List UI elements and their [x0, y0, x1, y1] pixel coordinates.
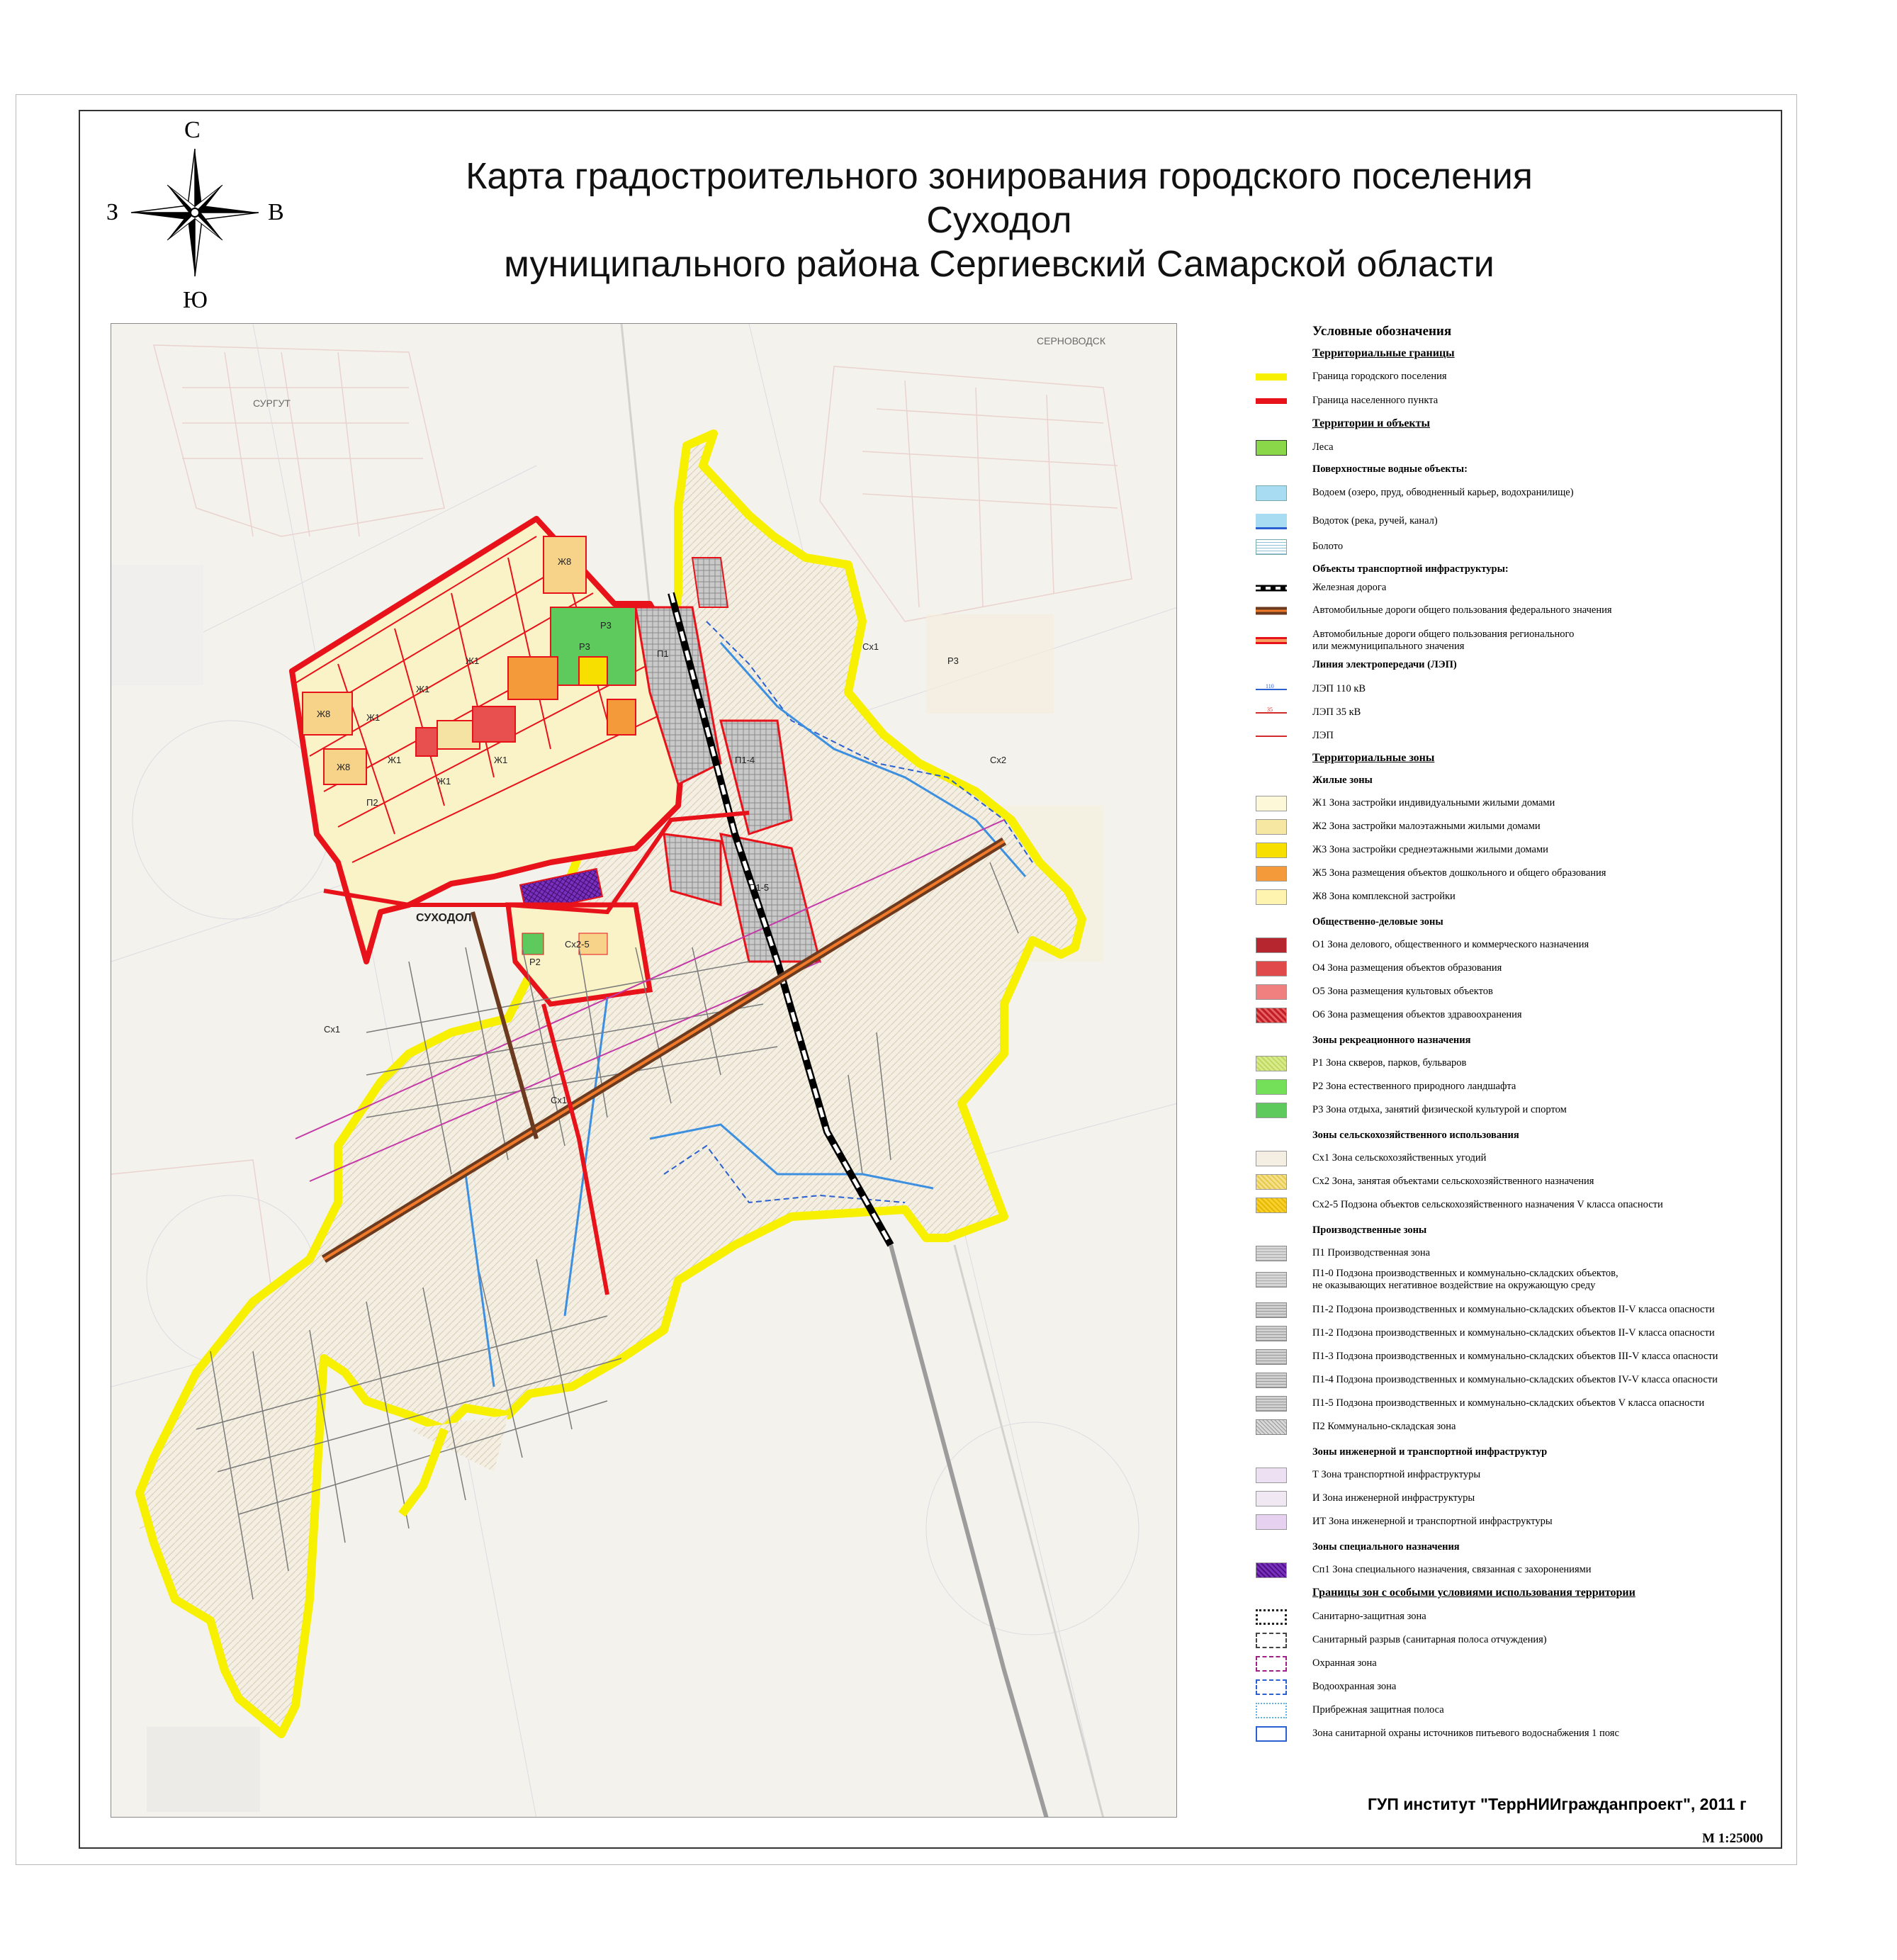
- svg-text:Ж8: Ж8: [558, 556, 572, 567]
- svg-text:Ж1: Ж1: [416, 684, 430, 694]
- railway-icon: [1256, 580, 1287, 596]
- legend-subhead-residential: Жилые зоны: [1312, 775, 1373, 786]
- legend-item-federal-road: Автомобильные дороги общего пользования федерального значения: [1254, 603, 1793, 620]
- map-title: [397, 154, 1602, 286]
- o1-swatch-icon: [1256, 937, 1287, 953]
- legend-item-sr: Санитарный разрыв (санитарная полоса отчуждения): [1254, 1633, 1793, 1650]
- legend-item-o5: О5 Зона размещения культовых объектов: [1254, 984, 1793, 1001]
- legend-section-territories: Территории и объекты: [1312, 417, 1430, 429]
- water-source-zone-icon: [1256, 1726, 1287, 1742]
- legend-item-voz: Водоохранная зона: [1254, 1679, 1793, 1696]
- svg-text:Сх2: Сх2: [990, 755, 1007, 765]
- legend-item-lep35: 35 ЛЭП 35 кВ: [1254, 705, 1793, 722]
- legend-item-zh5: Ж5 Зона размещения объектов дошкольного и общего образования: [1254, 866, 1793, 883]
- svg-text:П2: П2: [366, 797, 378, 808]
- svg-text:П1-5: П1-5: [749, 882, 770, 893]
- map-panel[interactable]: [111, 323, 1177, 1818]
- legend-item-p13: П1-3 Подзона производственных и коммунально-складских объектов III-V класса опасности: [1254, 1349, 1793, 1366]
- zh5-swatch-icon: [1256, 866, 1287, 882]
- legend-item-p2: П2 Коммунально-складская зона: [1254, 1419, 1793, 1436]
- t-swatch-icon: [1256, 1468, 1287, 1483]
- legend-item-forest: Леса: [1254, 440, 1793, 457]
- legend-item-p12b: П1-2 Подзона производственных и коммунально-складских объектов II-V класса опасности: [1254, 1326, 1793, 1343]
- legend-item-o1: О1 Зона делового, общественного и коммерческого назначения: [1254, 937, 1793, 954]
- legend-item-i: И Зона инженерной инфраструктуры: [1254, 1491, 1793, 1508]
- legend-item-sx2: Сх2 Зона, занятая объектами сельскохозяйственного назначения: [1254, 1174, 1793, 1191]
- watercourse-icon: [1256, 514, 1287, 529]
- legend-item-regional-road: Автомобильные дороги общего пользования регионального или межмуниципального значения: [1254, 633, 1793, 650]
- compass-north: С: [184, 117, 201, 143]
- svg-text:Ж8: Ж8: [317, 709, 331, 719]
- svg-text:Сх1: Сх1: [324, 1024, 341, 1035]
- svg-text:110: 110: [1266, 683, 1274, 689]
- swatch-yellow-line-icon: [1256, 369, 1287, 385]
- legend-subhead-agri: Зоны сельскохозяйственного использования: [1312, 1130, 1519, 1141]
- legend-item-zh3: Ж3 Зона застройки среднеэтажными жилыми домами: [1254, 843, 1793, 860]
- zh2-swatch-icon: [1256, 819, 1287, 835]
- svg-text:Р2: Р2: [529, 957, 541, 967]
- i-swatch-icon: [1256, 1491, 1287, 1506]
- protection-zone-icon: [1256, 1656, 1287, 1672]
- compass-south: Ю: [183, 287, 208, 313]
- legend-item-szz: Санитарно-защитная зона: [1254, 1609, 1793, 1626]
- legend-subhead-infra: Зоны инженерной и транспортной инфраструктур: [1312, 1446, 1548, 1458]
- legend-item-p15: П1-5 Подзона производственных и коммунально-складских объектов V класса опасности: [1254, 1396, 1793, 1413]
- compass-east: В: [268, 199, 284, 225]
- legend-item-locality-boundary: Граница населенного пункта: [1254, 393, 1793, 410]
- legend-item-pzp: Прибрежная защитная полоса: [1254, 1703, 1793, 1720]
- svg-text:Сх2-5: Сх2-5: [565, 939, 590, 950]
- coastal-strip-icon: [1256, 1703, 1287, 1718]
- svg-text:Ж1: Ж1: [437, 776, 451, 787]
- p1-swatch-icon: [1256, 1246, 1287, 1261]
- p10-swatch-icon: [1256, 1272, 1287, 1288]
- legend-item-swamp: Болото: [1254, 539, 1793, 556]
- svg-text:35: 35: [1267, 706, 1273, 713]
- r2-swatch-icon: [1256, 1079, 1287, 1095]
- sx25-swatch-icon: [1256, 1198, 1287, 1213]
- legend-item-r3: Р3 Зона отдыха, занятий физической культурой и спортом: [1254, 1103, 1793, 1120]
- svg-text:Ж1: Ж1: [366, 712, 381, 723]
- power-line-35-icon: [1256, 705, 1287, 721]
- r3-swatch-icon: [1256, 1103, 1287, 1118]
- svg-text:Ж1: Ж1: [466, 655, 480, 666]
- sx2-swatch-icon: [1256, 1174, 1287, 1190]
- legend-item-reservoir: Водоем (озеро, пруд, обводненный карьер, водохранилище): [1254, 485, 1793, 502]
- water-body-icon: [1256, 485, 1287, 501]
- swamp-icon: [1256, 539, 1287, 555]
- federal-road-icon: [1256, 603, 1287, 619]
- r1-swatch-icon: [1256, 1056, 1287, 1071]
- legend-item-sx1: Сх1 Зона сельскохозяйственных угодий: [1254, 1151, 1793, 1168]
- place-surgut: СУРГУТ: [253, 398, 291, 409]
- title-line-1: Карта градостроительного зонирования городского поселения Суходол: [466, 156, 1533, 241]
- legend-item-p1: П1 Производственная зона: [1254, 1246, 1793, 1263]
- svg-text:Р3: Р3: [947, 655, 959, 666]
- it-swatch-icon: [1256, 1514, 1287, 1530]
- legend-subhead-special-zone: Зоны специального назначения: [1312, 1541, 1460, 1553]
- legend-item-p12a: П1-2 Подзона производственных и коммунально-складских объектов II-V класса опасности: [1254, 1302, 1793, 1319]
- sanitary-zone-icon: [1256, 1609, 1287, 1625]
- legend-item-t: Т Зона транспортной инфраструктуры: [1254, 1468, 1793, 1485]
- regional-road-icon: [1256, 633, 1287, 648]
- svg-text:Сх1: Сх1: [862, 641, 879, 652]
- svg-text:П1-4: П1-4: [735, 755, 755, 765]
- legend-item-r1: Р1 Зона скверов, парков, бульваров: [1254, 1056, 1793, 1073]
- place-sukhodol: СУХОДОЛ: [416, 912, 472, 924]
- map-scale: М 1:25000: [1702, 1831, 1764, 1846]
- legend-item-zso: Зона санитарной охраны источников питьевого водоснабжения 1 пояс: [1254, 1726, 1793, 1743]
- svg-text:Р3: Р3: [600, 620, 612, 631]
- svg-text:П1: П1: [657, 648, 669, 659]
- legend-subhead-water: Поверхностные водные объекты:: [1312, 463, 1468, 475]
- legend-item-settlement-boundary: Граница городского поселения: [1254, 369, 1793, 386]
- legend-item-zh2: Ж2 Зона застройки малоэтажными жилыми домами: [1254, 819, 1793, 836]
- legend-item-railway: Железная дорога: [1254, 580, 1793, 597]
- legend-item-o6: О6 Зона размещения объектов здравоохранения: [1254, 1008, 1793, 1025]
- water-protection-zone-icon: [1256, 1679, 1287, 1695]
- compass-rose: [106, 117, 291, 312]
- o4-swatch-icon: [1256, 961, 1287, 976]
- compass-star-icon: [106, 117, 291, 312]
- legend-item-o4: О4 Зона размещения объектов образования: [1254, 961, 1793, 978]
- svg-text:Сх1: Сх1: [551, 1095, 568, 1105]
- sp1-swatch-icon: [1256, 1562, 1287, 1578]
- legend-item-sx25: Сх2-5 Подзона объектов сельскохозяйственного назначения V класса опасности: [1254, 1198, 1793, 1215]
- legend-item-zh1: Ж1 Зона застройки индивидуальными жилыми домами: [1254, 796, 1793, 813]
- p12b-swatch-icon: [1256, 1326, 1287, 1341]
- legend-subhead-power: Линия электропередачи (ЛЭП): [1312, 659, 1457, 670]
- forest-icon: [1256, 440, 1287, 456]
- legend-item-p14: П1-4 Подзона производственных и коммунально-складских объектов IV-V класса опасности: [1254, 1373, 1793, 1390]
- p13-swatch-icon: [1256, 1349, 1287, 1365]
- svg-text:Р3: Р3: [579, 641, 590, 652]
- legend-item-lep110: 110 ЛЭП 110 кВ: [1254, 682, 1793, 699]
- place-sernovodsk: СЕРНОВОДСК: [1037, 335, 1105, 347]
- legend-item-p10: П1-0 Подзона производственных и коммунально-складских объектов, не оказывающих негативное воздействие на окружающую среду: [1254, 1272, 1793, 1289]
- o6-swatch-icon: [1256, 1008, 1287, 1023]
- legend-subhead-transport: Объекты транспортной инфраструктуры:: [1312, 563, 1509, 575]
- legend-heading: Условные обозначения: [1312, 324, 1452, 339]
- svg-text:Ж1: Ж1: [388, 755, 402, 765]
- legend-item-r2: Р2 Зона естественного природного ландшафта: [1254, 1079, 1793, 1096]
- zoning-map: [111, 324, 1177, 1818]
- p2-swatch-icon: [1256, 1419, 1287, 1435]
- swatch-red-line-icon: [1256, 393, 1287, 409]
- legend-item-zh8: Ж8 Зона комплексной застройки: [1254, 889, 1793, 906]
- legend-item-watercourse: Водоток (река, ручей, канал): [1254, 514, 1793, 531]
- legend-item-sp1: Сп1 Зона специального назначения, связанная с захоронениями: [1254, 1562, 1793, 1579]
- legend-section-boundaries: Территориальные границы: [1312, 347, 1455, 359]
- p12a-swatch-icon: [1256, 1302, 1287, 1318]
- zh1-swatch-icon: [1256, 796, 1287, 811]
- publisher-credit: ГУП институт "ТеррНИИгражданпроект", 2011 г: [1368, 1795, 1747, 1813]
- compass-west: З: [106, 199, 119, 225]
- legend-section-special-conditions: Границы зон с особыми условиями использования территории: [1312, 1587, 1636, 1599]
- svg-text:Ж8: Ж8: [337, 762, 351, 772]
- zh8-swatch-icon: [1256, 889, 1287, 905]
- power-line-icon: [1256, 728, 1287, 744]
- title-line-2: муниципального района Сергиевский Самарской области: [504, 244, 1494, 285]
- power-line-110-icon: [1256, 682, 1287, 697]
- legend-subhead-public: Общественно-деловые зоны: [1312, 916, 1443, 928]
- legend-item-oz: Охранная зона: [1254, 1656, 1793, 1673]
- legend-item-lep: ЛЭП: [1254, 728, 1793, 745]
- legend-subhead-recreation: Зоны рекреационного назначения: [1312, 1035, 1471, 1046]
- sx1-swatch-icon: [1256, 1151, 1287, 1166]
- o5-swatch-icon: [1256, 984, 1287, 1000]
- zh3-swatch-icon: [1256, 843, 1287, 858]
- legend-item-it: ИТ Зона инженерной и транспортной инфраструктуры: [1254, 1514, 1793, 1531]
- legend-section-zones: Территориальные зоны: [1312, 752, 1435, 764]
- p14-swatch-icon: [1256, 1373, 1287, 1388]
- svg-text:Ж1: Ж1: [494, 755, 508, 765]
- sanitary-gap-icon: [1256, 1633, 1287, 1648]
- p15-swatch-icon: [1256, 1396, 1287, 1412]
- legend-subhead-industrial: Производственные зоны: [1312, 1224, 1427, 1236]
